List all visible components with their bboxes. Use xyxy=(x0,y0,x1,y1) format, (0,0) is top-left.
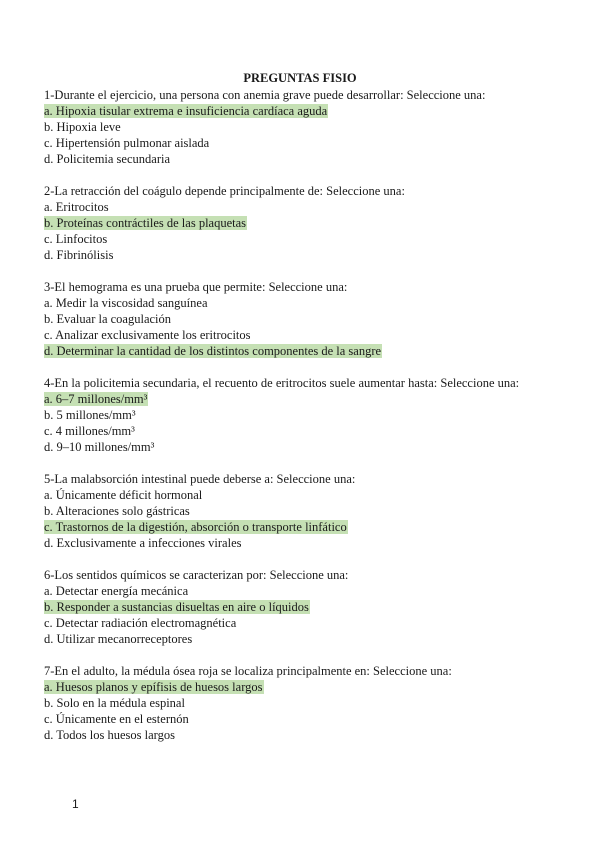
answer-option: a. Detectar energía mecánica xyxy=(44,584,189,598)
question-text: 6-Los sentidos químicos se caracterizan por: Seleccione una: xyxy=(44,568,349,582)
question-6 xyxy=(44,567,564,647)
answer-option: d. Exclusivamente a infecciones virales xyxy=(44,536,242,550)
answer-option: a. Medir la viscosidad sanguínea xyxy=(44,296,208,310)
answer-option: a. Eritrocitos xyxy=(44,200,109,214)
answer-option-highlighted: a. Hipoxia tisular extrema e insuficiencia cardíaca aguda xyxy=(44,104,328,118)
answer-option: c. 4 millones/mm³ xyxy=(44,424,135,438)
question-list xyxy=(44,87,564,759)
answer-option: c. Detectar radiación electromagnética xyxy=(44,616,237,630)
answer-option-highlighted: a. 6–7 millones/mm³ xyxy=(44,392,148,406)
answer-option-highlighted: b. Proteínas contráctiles de las plaquetas xyxy=(44,216,247,230)
answer-option: b. Hipoxia leve xyxy=(44,120,121,134)
answer-option: b. Solo en la médula espinal xyxy=(44,696,185,710)
question-text: 2-La retracción del coágulo depende principalmente de: Seleccione una: xyxy=(44,184,405,198)
answer-option: b. Alteraciones solo gástricas xyxy=(44,504,190,518)
answer-option: c. Analizar exclusivamente los eritrocitos xyxy=(44,328,251,342)
answer-option-highlighted: c. Trastornos de la digestión, absorción o transporte linfático xyxy=(44,520,347,534)
page-number: 1 xyxy=(72,797,79,811)
question-5 xyxy=(44,471,564,551)
answer-option: b. 5 millones/mm³ xyxy=(44,408,136,422)
question-text: 3-El hemograma es una prueba que permite: Seleccione una: xyxy=(44,280,348,294)
question-text: 5-La malabsorción intestinal puede deberse a: Seleccione una: xyxy=(44,472,356,486)
question-3 xyxy=(44,279,564,359)
answer-option: a. Únicamente déficit hormonal xyxy=(44,488,203,502)
question-text: 4-En la policitemia secundaria, el recuento de eritrocitos suele aumentar hasta: Seleccione una: xyxy=(44,376,520,390)
page-title: PREGUNTAS FISIO xyxy=(243,71,357,85)
answer-option: c. Únicamente en el esternón xyxy=(44,712,189,726)
answer-option: d. 9–10 millones/mm³ xyxy=(44,440,155,454)
answer-option: c. Linfocitos xyxy=(44,232,108,246)
answer-option: c. Hipertensión pulmonar aislada xyxy=(44,136,210,150)
answer-option-highlighted: d. Determinar la cantidad de los distintos componentes de la sangre xyxy=(44,344,382,358)
answer-option-highlighted: a. Huesos planos y epífisis de huesos largos xyxy=(44,680,263,694)
question-7 xyxy=(44,663,564,743)
question-text: 7-En el adulto, la médula ósea roja se localiza principalmente en: Seleccione una: xyxy=(44,664,452,678)
question-text: 1-Durante el ejercicio, una persona con anemia grave puede desarrollar: Seleccione una: xyxy=(44,88,486,102)
answer-option: d. Policitemia secundaria xyxy=(44,152,171,166)
answer-option: d. Todos los huesos largos xyxy=(44,728,175,742)
answer-option: b. Evaluar la coagulación xyxy=(44,312,172,326)
answer-option: d. Utilizar mecanorreceptores xyxy=(44,632,193,646)
question-2 xyxy=(44,183,564,263)
question-1 xyxy=(44,87,564,167)
answer-option: d. Fibrinólisis xyxy=(44,248,114,262)
answer-option-highlighted: b. Responder a sustancias disueltas en aire o líquidos xyxy=(44,600,309,614)
question-4 xyxy=(44,375,564,455)
